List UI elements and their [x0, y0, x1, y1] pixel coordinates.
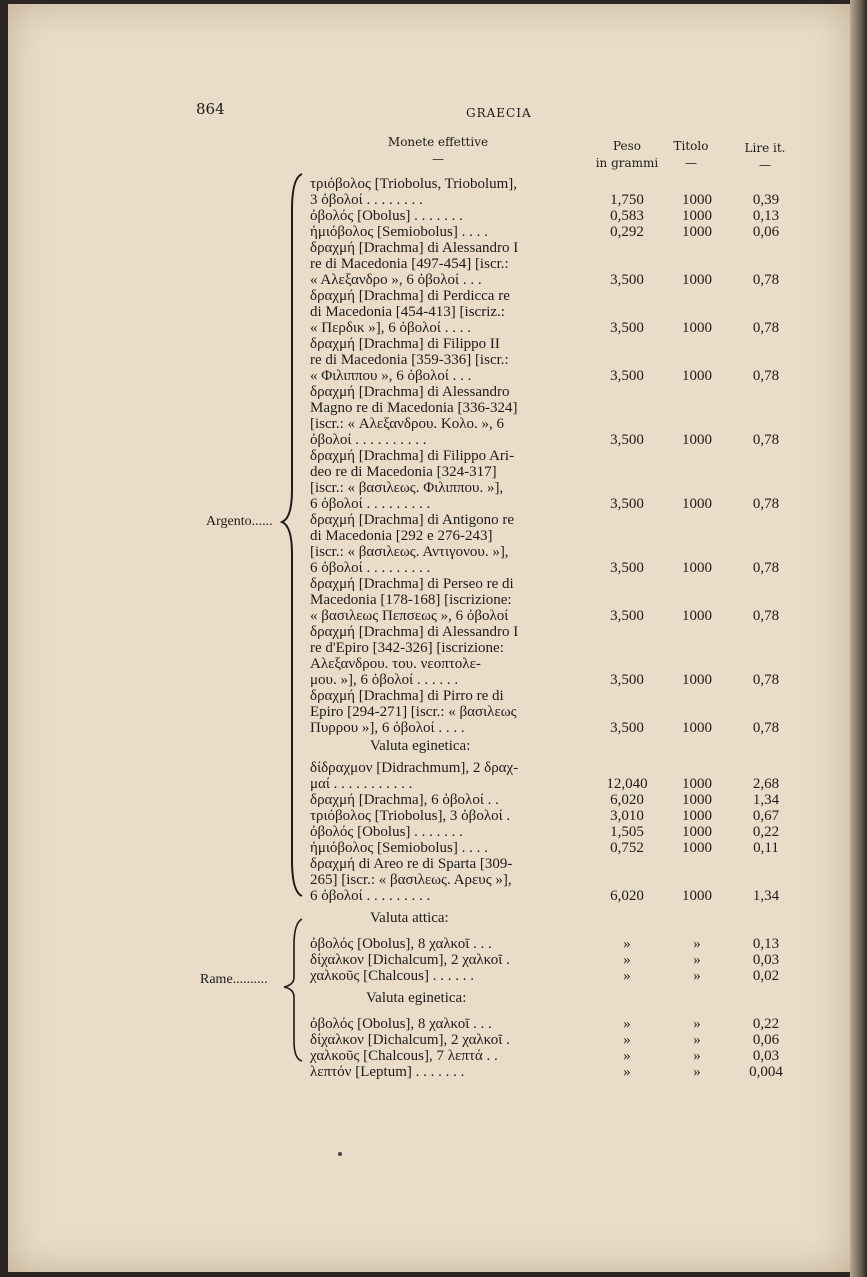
row-description: ἡμιόβολος [Semiobolus] . . . . — [310, 840, 488, 856]
table-row — [310, 576, 790, 592]
table-row — [310, 760, 790, 776]
row-titolo: » — [693, 968, 701, 984]
row-description: « Περδικ »], 6 ὀβολοί . . . . — [310, 320, 471, 336]
table-row — [310, 792, 790, 808]
row-description: δραχμή di Areo re di Sparta [309- — [310, 856, 513, 872]
row-description: deo re di Macedonia [324-317] — [310, 464, 497, 480]
row-lire: 0,03 — [752, 1048, 780, 1064]
row-peso: 1,750 — [610, 192, 644, 208]
row-description: χαλκοῦς [Chalcous] . . . . . . — [310, 968, 474, 984]
row-lire: 0,78 — [752, 272, 780, 288]
row-peso: 6,020 — [610, 792, 644, 808]
table-row — [310, 1048, 790, 1064]
table-row — [310, 256, 790, 272]
row-lire: 0,78 — [752, 432, 780, 448]
row-titolo: 1000 — [682, 192, 712, 208]
table-row — [310, 240, 790, 256]
table-row — [310, 528, 790, 544]
row-peso: » — [623, 1064, 631, 1080]
row-description: ὀβολός [Obolus] . . . . . . . — [310, 824, 463, 840]
row-titolo: 1000 — [682, 808, 712, 824]
table-row — [310, 496, 790, 512]
table-row — [310, 464, 790, 480]
book-spine — [850, 0, 867, 1277]
table-row — [310, 1016, 790, 1032]
row-lire: 1,34 — [752, 888, 780, 904]
row-titolo: » — [693, 1032, 701, 1048]
row-description: [iscr.: « βασιλεως. Αντιγονου. »], — [310, 544, 509, 560]
table-row — [310, 208, 790, 224]
row-description: re di Macedonia [359-336] [iscr.: — [310, 352, 509, 368]
table-row — [310, 808, 790, 824]
row-titolo: 1000 — [682, 824, 712, 840]
table-row — [310, 608, 790, 624]
row-description: Macedonia [178-168] [iscrizione: — [310, 592, 512, 608]
row-peso: » — [623, 1048, 631, 1064]
row-description: 6 ὀβολοί . . . . . . . . . — [310, 496, 431, 512]
group-label-rame: Rame.......... — [200, 972, 268, 987]
row-titolo: 1000 — [682, 888, 712, 904]
row-description: ὀβολός [Obolus], 8 χαλκοῖ . . . — [310, 1016, 492, 1032]
table-row — [310, 400, 790, 416]
table-row — [310, 416, 790, 432]
row-peso: 3,010 — [610, 808, 644, 824]
table-row — [310, 824, 790, 840]
column-header-monete-label: Monete effettive — [387, 135, 489, 149]
row-titolo: 1000 — [682, 560, 712, 576]
row-description: ὀβολοί . . . . . . . . . . — [310, 432, 427, 448]
row-description: δραχμή [Drachma] di Alessandro — [310, 384, 510, 400]
row-lire: 0,06 — [752, 224, 780, 240]
table-row — [310, 272, 790, 288]
table-row — [310, 368, 790, 384]
table-row — [310, 480, 790, 496]
row-lire: 0,78 — [752, 320, 780, 336]
row-description: ὀβολός [Obolus] . . . . . . . — [310, 208, 463, 224]
table-row — [310, 952, 790, 968]
row-description: τριόβολος [Triobolus, Triobolum], — [310, 176, 518, 192]
row-description: 3 ὀβολοί . . . . . . . . — [310, 192, 423, 208]
row-description: μαί . . . . . . . . . . . — [310, 776, 413, 792]
row-peso: 0,292 — [610, 224, 644, 240]
table-row — [310, 840, 790, 856]
table-row — [310, 856, 790, 872]
section-valuta-eginetica: Valuta eginetica: — [370, 738, 471, 754]
table-row — [310, 560, 790, 576]
argento-brace — [280, 170, 310, 900]
row-titolo: » — [693, 1064, 701, 1080]
rame-brace — [280, 915, 310, 1065]
row-peso: 3,500 — [610, 672, 644, 688]
row-lire: 0,13 — [752, 208, 780, 224]
row-titolo: 1000 — [682, 776, 712, 792]
row-description: Epiro [294-271] [iscr.: « βασιλεως — [310, 704, 517, 720]
row-titolo: 1000 — [682, 792, 712, 808]
table-row — [310, 544, 790, 560]
column-header-titolo-label: Titolo — [673, 139, 709, 153]
row-peso: 0,752 — [610, 840, 644, 856]
row-description: Πυρρου »], 6 ὀβολοί . . . . — [310, 720, 465, 736]
ink-speck — [338, 1152, 342, 1156]
table-row — [310, 1064, 790, 1080]
table-row — [310, 448, 790, 464]
row-description: λεπτόν [Leptum] . . . . . . . — [310, 1064, 465, 1080]
row-titolo: » — [693, 952, 701, 968]
table-row — [310, 688, 790, 704]
table-row — [310, 776, 790, 792]
row-description: δραχμή [Drachma] di Alessandro I — [310, 624, 519, 640]
table-row — [310, 592, 790, 608]
column-header-lire-label: Lire it. — [744, 141, 786, 155]
table-row — [310, 672, 790, 688]
row-titolo: 1000 — [682, 496, 712, 512]
section-valuta-attica: Valuta attica: — [370, 910, 449, 926]
row-lire: 0,39 — [752, 192, 780, 208]
row-lire: 2,68 — [752, 776, 780, 792]
table-row — [310, 872, 790, 888]
row-titolo: 1000 — [682, 224, 712, 240]
row-lire: 0,22 — [752, 824, 780, 840]
table-row — [310, 288, 790, 304]
row-peso: » — [623, 936, 631, 952]
row-description: τριόβολος [Triobolus], 3 ὀβολοί . — [310, 808, 511, 824]
table-row — [310, 512, 790, 528]
row-peso: 0,583 — [610, 208, 644, 224]
row-description: 265] [iscr.: « βασιλεως. Αρευς »], — [310, 872, 512, 888]
table-row — [310, 888, 790, 904]
row-description: 6 ὀβολοί . . . . . . . . . — [310, 888, 431, 904]
row-titolo: 1000 — [682, 432, 712, 448]
row-lire: 0,78 — [752, 368, 780, 384]
row-description: δραχμή [Drachma], 6 ὀβολοί . . — [310, 792, 499, 808]
table-row — [310, 720, 790, 736]
column-header-dash: — — [432, 152, 444, 166]
column-header-peso — [587, 138, 667, 172]
row-description: Αλεξανδρου. του. νεοπτολε- — [310, 656, 481, 672]
row-description: 6 ὀβολοί . . . . . . . . . — [310, 560, 431, 576]
row-description: δραχμή [Drachma] di Filippo Ari- — [310, 448, 515, 464]
row-titolo: 1000 — [682, 840, 712, 856]
table-row — [310, 192, 790, 208]
column-header-dash: — — [685, 156, 697, 170]
group-label-argento: Argento...... — [206, 514, 273, 529]
column-header-peso-label: Peso — [612, 139, 642, 153]
row-lire: 0,03 — [752, 952, 780, 968]
row-titolo: » — [693, 1016, 701, 1032]
row-peso: 3,500 — [610, 272, 644, 288]
row-titolo: 1000 — [682, 720, 712, 736]
row-lire: 0,22 — [752, 1016, 780, 1032]
row-description: δραχμή [Drachma] di Perseo re di — [310, 576, 514, 592]
table-row — [310, 640, 790, 656]
row-peso: 3,500 — [610, 496, 644, 512]
row-peso: » — [623, 952, 631, 968]
row-description: re di Macedonia [497-454] [iscr.: — [310, 256, 509, 272]
row-lire: 0,78 — [752, 720, 780, 736]
row-description: « βασιλεως Πεπσεως », 6 ὀβολοί — [310, 608, 509, 624]
row-description: δραχμή [Drachma] di Pirro re di — [310, 688, 504, 704]
running-head: GRAECIA — [466, 106, 532, 120]
row-description: re d'Epiro [342-326] [iscrizione: — [310, 640, 504, 656]
row-lire: 0,02 — [752, 968, 780, 984]
row-titolo: » — [693, 1048, 701, 1064]
row-description: μου. »], 6 ὀβολοί . . . . . . — [310, 672, 459, 688]
row-peso: 12,040 — [606, 776, 648, 792]
row-description: δραχμή [Drachma] di Antigono re — [310, 512, 515, 528]
column-header-lire — [735, 140, 795, 174]
row-description: « Φιλιππου », 6 ὀβολοί . . . — [310, 368, 472, 384]
row-lire: 1,34 — [752, 792, 780, 808]
table-row — [310, 320, 790, 336]
row-description: [iscr.: « Αλεξανδρου. Κολο. », 6 — [310, 416, 505, 432]
table-row — [310, 336, 790, 352]
column-header-dash: — — [759, 158, 771, 172]
row-lire: 0,004 — [749, 1064, 783, 1080]
table-row — [310, 224, 790, 240]
row-description: δίχαλκον [Dichalcum], 2 χαλκοῖ . — [310, 1032, 510, 1048]
row-description: ἡμιόβολος [Semiobolus] . . . . — [310, 224, 488, 240]
row-description: [iscr.: « βασιλεως. Φιλιππου. »], — [310, 480, 504, 496]
row-titolo: 1000 — [682, 208, 712, 224]
row-peso: 3,500 — [610, 720, 644, 736]
row-lire: 0,78 — [752, 672, 780, 688]
row-titolo: » — [693, 936, 701, 952]
row-titolo: 1000 — [682, 672, 712, 688]
row-titolo: 1000 — [682, 608, 712, 624]
row-description: Magno re di Macedonia [336-324] — [310, 400, 518, 416]
row-peso: 3,500 — [610, 432, 644, 448]
row-peso: » — [623, 1016, 631, 1032]
table-row — [310, 432, 790, 448]
row-titolo: 1000 — [682, 272, 712, 288]
row-lire: 0,06 — [752, 1032, 780, 1048]
row-description: ὀβολός [Obolus], 8 χαλκοῖ . . . — [310, 936, 492, 952]
row-description: « Αλεξανδρο », 6 ὀβολοί . . . — [310, 272, 482, 288]
row-titolo: 1000 — [682, 320, 712, 336]
row-peso: » — [623, 968, 631, 984]
table-row — [310, 704, 790, 720]
table-row — [310, 304, 790, 320]
row-titolo: 1000 — [682, 368, 712, 384]
page-number: 864 — [196, 100, 225, 118]
row-lire: 0,13 — [752, 936, 780, 952]
row-lire: 0,78 — [752, 560, 780, 576]
row-peso: 6,020 — [610, 888, 644, 904]
row-peso: 3,500 — [610, 560, 644, 576]
column-header-monete — [378, 134, 498, 168]
row-peso: 3,500 — [610, 368, 644, 384]
row-description: χαλκοῦς [Chalcous], 7 λεπτά . . — [310, 1048, 498, 1064]
row-description: δίχαλκον [Dichalcum], 2 χαλκοῖ . — [310, 952, 510, 968]
section-valuta-eginetica-rame: Valuta eginetica: — [366, 990, 467, 1006]
row-description: di Macedonia [292 e 276-243] — [310, 528, 493, 544]
row-peso: 3,500 — [610, 608, 644, 624]
table-row — [310, 968, 790, 984]
row-description: δίδραχμον [Didrachmum], 2 δραχ- — [310, 760, 519, 776]
table-row — [310, 936, 790, 952]
row-lire: 0,67 — [752, 808, 780, 824]
row-description: δραχμή [Drachma] di Alessandro I — [310, 240, 519, 256]
row-description: δραχμή [Drachma] di Perdicca re — [310, 288, 510, 304]
table-row — [310, 624, 790, 640]
column-header-peso-unit: in grammi — [595, 156, 659, 170]
table-row — [310, 384, 790, 400]
table-row — [310, 352, 790, 368]
table-row — [310, 1032, 790, 1048]
row-peso: 3,500 — [610, 320, 644, 336]
row-lire: 0,11 — [753, 840, 779, 856]
column-header-titolo — [666, 138, 716, 172]
row-lire: 0,78 — [752, 496, 780, 512]
table-row — [310, 176, 790, 192]
row-description: δραχμή [Drachma] di Filippo II — [310, 336, 500, 352]
row-peso: 1,505 — [610, 824, 644, 840]
table-row — [310, 656, 790, 672]
row-description: di Macedonia [454-413] [iscriz.: — [310, 304, 505, 320]
row-peso: » — [623, 1032, 631, 1048]
row-lire: 0,78 — [752, 608, 780, 624]
